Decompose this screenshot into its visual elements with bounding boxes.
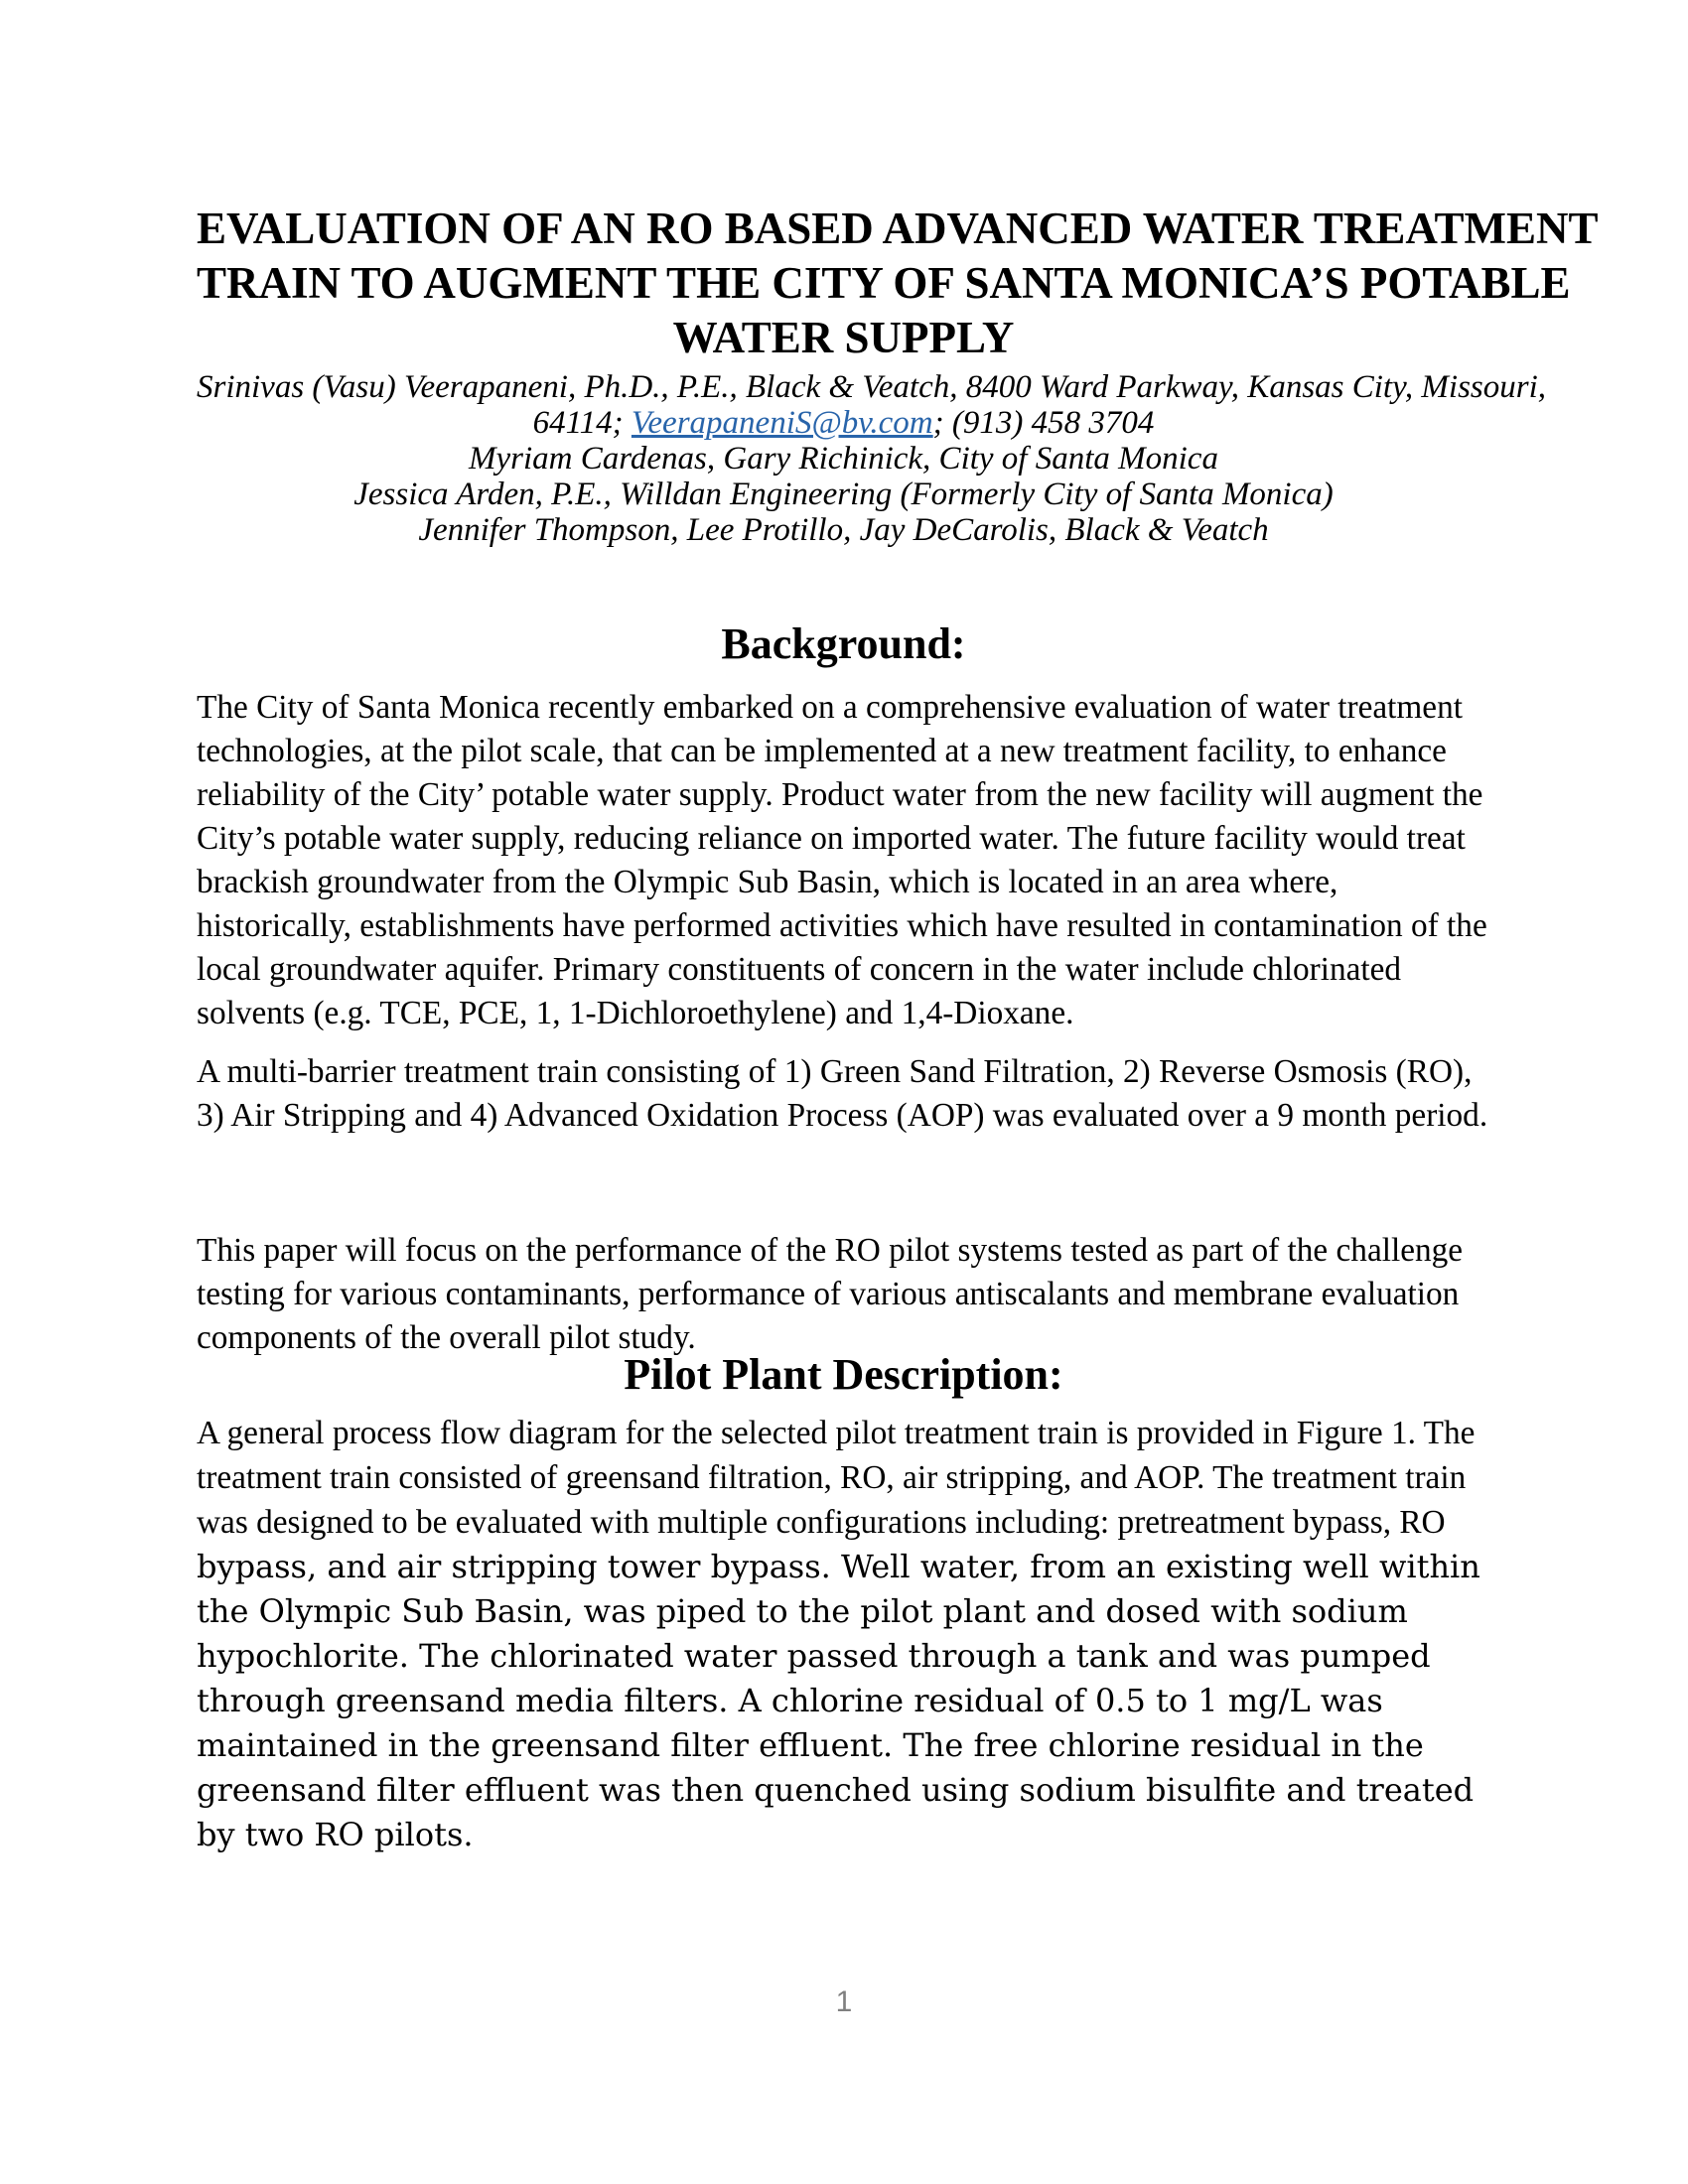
paper-title-line-1: EVALUATION OF AN RO BASED ADVANCED WATER TREATMENT: [197, 204, 1599, 253]
page-number: 1: [835, 1985, 853, 2018]
paper-title-line-3: WATER SUPPLY: [672, 313, 1015, 362]
author-line-2: [197, 405, 1490, 441]
author-line-2-prefix: 64114;: [532, 405, 632, 441]
pilot-plant-paragraph-times-run: A general process flow diagram for the selected pilot treatment train is provided in Figure 1. The treatment train consisted of greensand filtration, RO, air stripping, and AOP. The treatment train was designed to be evaluated with multiple configurations including: pretreatment bypass, RO: [197, 1415, 1476, 1541]
author-line-2-suffix: ; (913) 458 3704: [932, 405, 1155, 441]
author-block: [197, 369, 1547, 548]
author-line-3: Myriam Cardenas, Gary Richinick, City of Santa Monica: [469, 441, 1218, 477]
paper-title-line-2: TRAIN TO AUGMENT THE CITY OF SANTA MONICA’S POTABLE: [197, 258, 1571, 308]
pilot-plant-heading: Pilot Plant Description:: [624, 1350, 1063, 1399]
background-paragraph-1: The City of Santa Monica recently embarked on a comprehensive evaluation of water treatment technologies, at the pilot scale, that can be implemented at a new treatment facility, to enhance reliability of the City’ potable water supply. Product water from the new facility will augment the City’s potable water supply, reducing reliance on imported water. The future facility would treat brackish groundwater from the Olympic Sub Basin, which is located in an area where, historically, establishments have performed activities which have resulted in contamination of the local groundwater aquifer. Primary constituents of concern in the water include chlorinated solvents (e.g. TCE, PCE, 1, 1-Dichloroethylene) and 1,4-Dioxane.: [197, 689, 1487, 1031]
pilot-plant-paragraph: [197, 1411, 1490, 1857]
background-heading: Background:: [721, 619, 966, 668]
pilot-plant-paragraph-cambria-run: bypass, and air stripping tower bypass. Well water, from an existing well within the Olympic Sub Basin, was piped to the pilot plant and dosed with sodium hypochlorite. The chlorinated water passed through a tank and was pumped through greensand media filters. A chlorine residual of 0.5 to 1 mg/L was maintained in the greensand filter effluent. The free chlorine residual in the greensand filter effluent was then quenched using sodium bisulfite and treated by two RO pilots.: [197, 1548, 1480, 1853]
background-paragraph-2: A multi-barrier treatment train consisting of 1) Green Sand Filtration, 2) Reverse Osmosis (RO), 3) Air Stripping and 4) Advanced Oxidation Process (AOP) was evaluated over a 9 month period.: [197, 1053, 1488, 1134]
author-line-1: Srinivas (Vasu) Veerapaneni, Ph.D., P.E., Black & Veatch, 8400 Ward Parkway, Kansas City, Missouri,: [197, 369, 1547, 405]
author-line-4: Jessica Arden, P.E., Willdan Engineering (Formerly City of Santa Monica): [353, 477, 1334, 512]
email-link[interactable]: VeerapaneniS@bv.com: [631, 405, 933, 441]
background-paragraph-3: This paper will focus on the performance of the RO pilot systems tested as part of the challenge testing for various contaminants, performance of various antiscalants and membrane evaluation components of the overall pilot study.: [197, 1232, 1464, 1356]
paper-title: [197, 202, 1599, 365]
author-line-5: Jennifer Thompson, Lee Protillo, Jay DeCarolis, Black & Veatch: [418, 512, 1269, 548]
